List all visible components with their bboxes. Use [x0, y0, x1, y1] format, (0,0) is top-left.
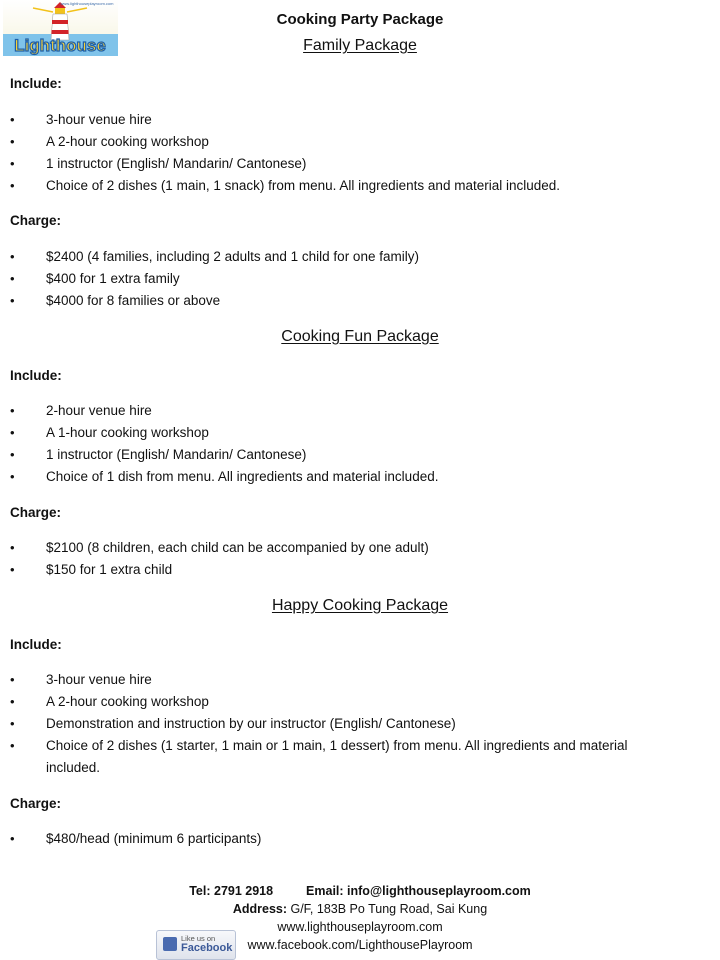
package-title-happy-cooking: Happy Cooking Package	[271, 597, 449, 614]
address-line	[0, 902, 720, 916]
tel: Tel: 2791 2918	[189, 884, 274, 898]
thumbs-up-icon	[163, 937, 177, 951]
email[interactable]: Email: info@lighthouseplayroom.com	[306, 884, 531, 898]
contact-line	[0, 884, 720, 898]
facebook-link[interactable]: www.facebook.com/LighthousePlayroom	[247, 938, 473, 952]
fb-like-top: Like us on	[181, 934, 216, 943]
package-title-family: Family Package	[303, 37, 417, 54]
include-label: Include:	[10, 368, 62, 383]
charge-label: Charge:	[10, 213, 62, 228]
package-title-cooking-fun: Cooking Fun Package	[281, 328, 439, 345]
charge-label: Charge:	[10, 505, 62, 520]
include-label: Include:	[10, 637, 62, 652]
page-title: Cooking Party Package	[276, 11, 444, 28]
logo-wordmark: Lighthouse	[14, 36, 106, 55]
charge-label: Charge:	[10, 796, 62, 811]
include-label: Include:	[10, 76, 62, 91]
address-label: Address:	[232, 902, 288, 916]
fb-like-bottom: Facebook	[181, 942, 233, 954]
address: G/F, 183B Po Tung Road, Sai Kung	[287, 902, 488, 916]
facebook-like-button[interactable]	[156, 930, 236, 960]
logo-site: www.lighthouseplayroom.com	[60, 1, 114, 6]
website-link[interactable]: www.lighthouseplayroom.com	[277, 920, 443, 934]
